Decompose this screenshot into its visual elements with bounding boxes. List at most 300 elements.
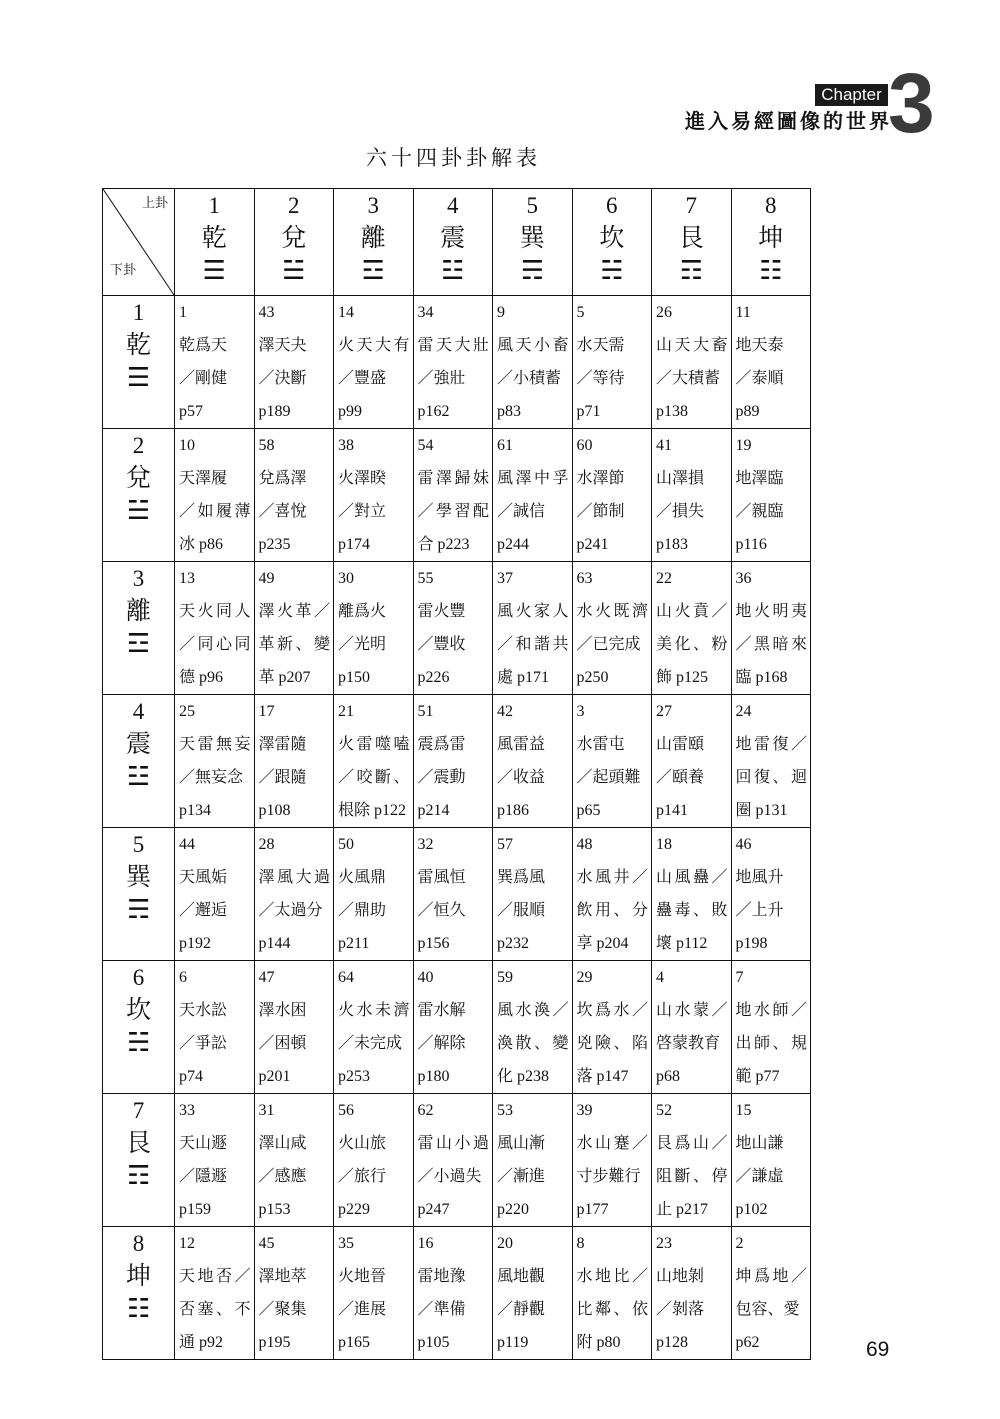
hexagram-page-line: p250: [576, 669, 609, 686]
trigram-symbol-icon: ☰: [126, 363, 151, 393]
trigram-name: 坎: [125, 997, 151, 1024]
hexagram-number: 37: [497, 570, 513, 587]
hexagram-cell: [254, 296, 334, 429]
hexagram-number: 14: [338, 304, 354, 321]
hexagram-page-line: p226: [417, 669, 450, 686]
hexagram-name-line: 地天泰: [735, 337, 784, 354]
hexagram-meaning-line: ／學習配: [417, 503, 489, 520]
trigram-name: 離: [360, 225, 386, 252]
hexagram-number: 21: [338, 703, 354, 720]
hexagram-cell: [254, 429, 334, 562]
hexagram-number: 24: [735, 703, 752, 720]
table-row: [103, 562, 811, 695]
hexagram-name-line: 天地否／: [179, 1268, 251, 1285]
hexagram-number: 56: [338, 1102, 354, 1119]
trigram-symbol-icon: ☰: [202, 256, 226, 286]
hexagram-page-line: 止 p217: [656, 1201, 709, 1218]
hexagram-number: 39: [576, 1102, 593, 1119]
hexagram-cell: [254, 961, 334, 1094]
hexagram-name-line: 風澤中孚: [497, 470, 569, 487]
hexagram-cell: [175, 695, 255, 828]
hexagram-name-line: 天水訟: [179, 1002, 228, 1019]
hexagram-cell: [254, 1227, 334, 1360]
hexagram-number: 35: [338, 1235, 354, 1252]
hexagram-cell: [493, 961, 573, 1094]
hexagram-meaning-line: ／邂逅: [179, 902, 228, 919]
hexagram-meaning-line: ／決斷: [258, 370, 307, 387]
hexagram-meaning-line: ／豐盛: [338, 370, 387, 387]
hexagram-cell: [731, 961, 811, 1094]
hexagram-number: 43: [258, 304, 275, 321]
hexagram-name-line: 雷風恒: [417, 869, 466, 886]
hexagram-meaning-line: ／強壯: [417, 370, 466, 387]
hexagram-meaning-line: ／豐收: [417, 636, 466, 653]
hexagram-meaning-line: 飲用、分: [576, 902, 648, 919]
chapter-title: 進入易經圖像的世界: [685, 111, 892, 133]
trigram-name: 坤: [758, 225, 784, 252]
hexagram-meaning-line: 美化、粉: [656, 636, 728, 653]
hexagram-name-line: 火水未濟: [338, 1002, 410, 1019]
trigram-symbol-icon: ☲: [361, 256, 385, 286]
table-row: [103, 828, 811, 961]
hexagram-page-line: p71: [576, 403, 601, 420]
trigram-name: 離: [125, 598, 151, 625]
hexagram-number: 2: [735, 1235, 744, 1252]
hexagram-name-line: 雷澤歸妹: [417, 470, 489, 487]
hexagram-page-line: p134: [179, 802, 211, 819]
hexagram-meaning-line: ／剝落: [656, 1301, 705, 1318]
hexagram-cell: [493, 828, 573, 961]
lower-trigram-header: [103, 296, 175, 429]
hexagram-meaning-line: ／小過失: [417, 1168, 482, 1185]
trigram-number: 3: [132, 566, 145, 591]
chapter-number: 3: [888, 56, 935, 150]
hexagram-cell: [334, 1094, 414, 1227]
hexagram-number: 31: [258, 1102, 275, 1119]
hexagram-name-line: 坤爲地／: [735, 1268, 807, 1285]
hexagram-page-line: p214: [417, 802, 450, 819]
trigram-symbol-icon: ☱: [282, 256, 306, 286]
trigram-symbol-icon: ☶: [126, 1161, 151, 1191]
hexagram-number: 60: [576, 437, 593, 454]
hexagram-number: 48: [576, 836, 593, 853]
hexagram-cell: [175, 1094, 255, 1227]
hexagram-cell: [413, 961, 493, 1094]
hexagram-number: 10: [179, 437, 195, 454]
hexagram-meaning-line: ／同心同: [179, 636, 251, 653]
hexagram-page-line: 圈 p131: [735, 802, 788, 819]
hexagram-name-line: 澤天夬: [258, 337, 307, 354]
hexagram-meaning-line: ／收益: [497, 769, 546, 786]
hexagram-number: 9: [497, 304, 505, 321]
hexagram-page-line: p138: [656, 403, 688, 420]
trigram-number: 1: [208, 193, 220, 218]
hexagram-number: 15: [735, 1102, 752, 1119]
trigram-symbol-icon: ☵: [600, 256, 624, 286]
trigram-symbol-icon: ☴: [126, 895, 151, 925]
hexagram-page-line: p119: [497, 1334, 529, 1351]
upper-trigram-header: [175, 189, 255, 296]
hexagram-name-line: 風地觀: [497, 1268, 546, 1285]
hexagram-cell: [572, 429, 652, 562]
hexagram-cell: [175, 961, 255, 1094]
hexagram-meaning-line: ／爭訟: [179, 1035, 228, 1052]
hexagram-cell: [731, 562, 811, 695]
upper-trigram-label: 上卦: [141, 196, 168, 211]
lower-trigram-header: [103, 429, 175, 562]
hexagram-name-line: 地火明夷: [735, 603, 807, 620]
hexagram-page-line: p235: [258, 536, 291, 553]
hexagram-page-line: 享 p204: [576, 935, 629, 952]
hexagram-cell: [493, 1094, 573, 1227]
hexagram-number: 64: [338, 969, 354, 986]
hexagram-name-line: 雷天大壯: [417, 337, 489, 354]
hexagram-name-line: 水雷屯: [576, 736, 625, 753]
hexagram-number: 28: [258, 836, 275, 853]
hexagram-meaning-line: ／起頭難: [576, 769, 641, 786]
trigram-symbol-icon: ☴: [520, 256, 544, 286]
corner-cell: [103, 189, 175, 296]
hexagram-page-line: 壞 p112: [656, 935, 708, 952]
hexagram-name-line: 風雷益: [497, 736, 546, 753]
hexagram-cell: [175, 562, 255, 695]
hexagram-cell: [254, 562, 334, 695]
trigram-symbol-icon: ☳: [441, 256, 465, 286]
hexagram-number: 58: [258, 437, 275, 454]
hexagram-number: 3: [576, 703, 585, 720]
page-number: 69: [866, 1338, 890, 1361]
hexagram-page-line: p192: [179, 935, 211, 952]
hexagram-page-line: 化 p238: [497, 1068, 550, 1085]
hexagram-name-line: 山地剝: [656, 1268, 705, 1285]
hexagram-number: 12: [179, 1235, 195, 1252]
hexagram-name-line: 地雷復／: [735, 736, 807, 753]
hexagram-name-line: 天山遯: [179, 1135, 228, 1152]
hexagram-meaning-line: ／誠信: [497, 503, 546, 520]
hexagram-cell: [413, 562, 493, 695]
hexagram-cell: [652, 695, 732, 828]
hexagram-name-line: 離爲火: [338, 603, 387, 620]
trigram-number: 6: [132, 965, 145, 990]
hexagram-name-line: 火澤睽: [338, 470, 387, 487]
hexagram-name-line: 火風鼎: [338, 869, 387, 886]
hexagram-page-line: p68: [656, 1068, 680, 1085]
hexagram-name-line: 澤山咸: [258, 1135, 307, 1152]
hexagram-meaning-line: ／對立: [338, 503, 387, 520]
hexagram-page-line: p153: [258, 1201, 291, 1218]
table-row: [103, 429, 811, 562]
hexagram-cell: [413, 296, 493, 429]
hexagram-name-line: 天火同人: [179, 603, 251, 620]
hexagram-number: 61: [497, 437, 513, 454]
hexagram-number: 17: [258, 703, 275, 720]
hexagram-page-line: p244: [497, 536, 529, 553]
hexagram-page-line: 通 p92: [179, 1334, 224, 1351]
hexagram-cell: [493, 1227, 573, 1360]
lower-trigram-header: [103, 1094, 175, 1227]
hexagram-cell: [334, 429, 414, 562]
trigram-name: 乾: [201, 225, 227, 252]
hexagram-page-line: p144: [258, 935, 291, 952]
hexagram-cell: [731, 828, 811, 961]
hexagram-page-line: p83: [497, 403, 521, 420]
trigram-name: 乾: [125, 332, 151, 359]
hexagram-number: 54: [417, 437, 434, 454]
hexagram-page-line: p247: [417, 1201, 450, 1218]
hexagram-page-line: 處 p171: [497, 669, 550, 686]
trigram-name: 坎: [599, 225, 625, 252]
trigram-symbol-icon: ☲: [126, 629, 151, 659]
hexagram-meaning-line: ／震動: [417, 769, 466, 786]
hexagram-cell: [652, 961, 732, 1094]
trigram-name: 震: [440, 225, 466, 252]
hexagram-cell: [175, 828, 255, 961]
hexagram-cell: [334, 828, 414, 961]
hexagram-page-line: p241: [576, 536, 609, 553]
trigram-symbol-icon: ☱: [126, 496, 151, 526]
table-title: 六十四卦卦解表: [366, 146, 541, 170]
upper-trigram-header: [731, 189, 811, 296]
hexagram-name-line: 山雷頤: [656, 736, 705, 753]
hexagram-number: 25: [179, 703, 195, 720]
hexagram-meaning-line: ／跟隨: [258, 769, 307, 786]
hexagram-meaning-line: 出師、規: [735, 1035, 807, 1052]
hexagram-meaning-line: ／頤養: [656, 769, 705, 786]
hexagram-number: 16: [417, 1235, 434, 1252]
hexagram-cell: [652, 1227, 732, 1360]
hexagram-number: 34: [417, 304, 434, 321]
hexagram-page-line: p65: [576, 802, 601, 819]
hexagram-name-line: 乾爲天: [179, 337, 228, 354]
chapter-label: Chapter: [815, 84, 888, 106]
upper-trigram-header: [572, 189, 652, 296]
hexagram-page-line: p220: [497, 1201, 529, 1218]
hexagram-meaning-line: 寸步難行: [576, 1168, 641, 1185]
hexagram-cell: [493, 296, 573, 429]
hexagram-name-line: 水山蹇／: [576, 1135, 648, 1152]
hexagram-cell: [731, 695, 811, 828]
table-row: [103, 695, 811, 828]
trigram-symbol-icon: ☵: [126, 1028, 151, 1058]
hexagram-name-line: 兌爲澤: [258, 470, 307, 487]
hexagram-page-line: p211: [338, 935, 370, 952]
hexagram-page-line: p62: [735, 1334, 760, 1351]
hexagram-cell: [731, 429, 811, 562]
hexagram-number: 42: [497, 703, 513, 720]
hexagram-number: 22: [656, 570, 672, 587]
hexagram-page-line: p232: [497, 935, 529, 952]
hexagram-meaning-line: ／進展: [338, 1301, 387, 1318]
hexagram-cell: [652, 1094, 732, 1227]
hexagram-cell: [652, 296, 732, 429]
hexagram-cell: [413, 828, 493, 961]
hexagram-page-line: p189: [258, 403, 291, 420]
hexagram-page-line: p186: [497, 802, 529, 819]
trigram-name: 兌: [125, 465, 151, 492]
hexagram-meaning-line: ／黑暗來: [735, 636, 807, 653]
hexagram-cell: [572, 828, 652, 961]
hexagram-meaning-line: ／上升: [735, 902, 784, 919]
hexagram-meaning-line: ／準備: [417, 1301, 466, 1318]
hexagram-name-line: 風水渙／: [497, 1002, 569, 1019]
hexagram-meaning-line: 兇險、陷: [576, 1035, 648, 1052]
hexagram-number: 6: [179, 969, 187, 986]
hexagram-number: 32: [417, 836, 434, 853]
hexagram-page-line: p57: [179, 403, 203, 420]
hexagram-name-line: 雷山小過: [417, 1135, 489, 1152]
hexagram-page-line: p116: [735, 536, 767, 553]
hexagram-number: 23: [656, 1235, 672, 1252]
hexagram-page-line: 德 p96: [179, 669, 224, 686]
table-row: [103, 961, 811, 1094]
trigram-number: 3: [367, 193, 379, 218]
hexagram-name-line: 澤火革／: [258, 603, 330, 620]
hexagram-meaning-line: ／光明: [338, 636, 387, 653]
lower-trigram-label: 下卦: [110, 263, 137, 278]
hexagram-name-line: 澤風大過: [258, 869, 330, 886]
hexagram-meaning-line: ／節制: [576, 503, 625, 520]
trigram-name: 艮: [125, 1130, 151, 1157]
upper-trigram-header: [254, 189, 334, 296]
hexagram-number: 18: [656, 836, 672, 853]
hexagram-meaning-line: ／損失: [656, 503, 705, 520]
hexagram-name-line: 澤雷隨: [258, 736, 307, 753]
hexagram-number: 11: [735, 304, 751, 321]
hexagram-name-line: 水火既濟: [576, 603, 648, 620]
hexagram-meaning-line: ／和諧共: [497, 636, 569, 653]
hexagram-cell: [254, 695, 334, 828]
hexagram-name-line: 水天需: [576, 337, 625, 354]
hexagram-number: 47: [258, 969, 275, 986]
hexagram-meaning-line: ／未完成: [338, 1035, 403, 1052]
hexagram-cell: [334, 961, 414, 1094]
hexagram-number: 1: [179, 304, 187, 321]
hexagram-page-line: p159: [179, 1201, 211, 1218]
trigram-symbol-icon: ☶: [679, 256, 703, 286]
hexagram-meaning-line: ／困頓: [258, 1035, 307, 1052]
hexagram-name-line: 天風姤: [179, 869, 228, 886]
hexagram-meaning-line: ／已完成: [576, 636, 641, 653]
lower-trigram-header: [103, 1227, 175, 1360]
upper-trigram-header: [334, 189, 414, 296]
hexagram-page-line: p108: [258, 802, 291, 819]
hexagram-number: 44: [179, 836, 195, 853]
hexagram-number: 26: [656, 304, 672, 321]
hexagram-meaning-line: ／剛健: [179, 370, 228, 387]
hexagram-name-line: 澤水困: [258, 1002, 307, 1019]
hexagram-number: 36: [735, 570, 752, 587]
trigram-number: 1: [132, 300, 145, 325]
hexagram-meaning-line: 蠱毒、敗: [656, 902, 728, 919]
trigram-number: 2: [288, 193, 300, 218]
hexagram-name-line: 地澤臨: [735, 470, 784, 487]
hexagram-page-line: p183: [656, 536, 688, 553]
hexagram-number: 7: [735, 969, 744, 986]
hexagram-meaning-line: ／如履薄: [179, 503, 251, 520]
hexagram-name-line: 地風升: [735, 869, 784, 886]
hexagram-number: 63: [576, 570, 593, 587]
hexagram-meaning-line: ／聚集: [258, 1301, 307, 1318]
hexagram-name-line: 震爲雷: [417, 736, 466, 753]
hexagram-number: 52: [656, 1102, 672, 1119]
trigram-number: 4: [447, 193, 459, 218]
hexagram-meaning-line: 回復、迴: [735, 769, 807, 786]
trigram-name: 兌: [281, 225, 307, 252]
hexagram-page-line: p102: [735, 1201, 768, 1218]
lower-trigram-header: [103, 695, 175, 828]
table-row: [103, 1227, 811, 1360]
hexagram-page-line: p99: [338, 403, 362, 420]
hexagram-meaning-line: 否塞、不: [179, 1301, 251, 1318]
hexagram-meaning-line: ／親臨: [735, 503, 784, 520]
hexagram-meaning-line: ／小積蓄: [497, 370, 562, 387]
hexagram-page-line: 附 p80: [576, 1334, 621, 1351]
hexagram-page-line: p253: [338, 1068, 370, 1085]
hexagram-name-line: 火地晉: [338, 1268, 387, 1285]
hexagram-name-line: 山水蒙／: [656, 1002, 728, 1019]
trigram-symbol-icon: ☷: [126, 1294, 151, 1324]
hexagram-meaning-line: ／感應: [258, 1168, 307, 1185]
trigram-symbol-icon: ☷: [759, 256, 783, 286]
hexagram-number: 29: [576, 969, 593, 986]
hexagram-meaning-line: 比鄰、依: [576, 1301, 648, 1318]
hexagram-cell: [652, 828, 732, 961]
hexagram-page-line: p162: [417, 403, 450, 420]
hexagram-number: 57: [497, 836, 513, 853]
lower-trigram-header: [103, 828, 175, 961]
hexagram-page-line: 根除 p122: [338, 802, 407, 819]
hexagram-number: 4: [656, 969, 664, 986]
hexagram-meaning-line: ／大積蓄: [656, 370, 721, 387]
hexagram-cell: [334, 296, 414, 429]
hexagram-number: 50: [338, 836, 354, 853]
hexagram-name-line: 雷水解: [417, 1002, 466, 1019]
hexagram-page-line: p141: [656, 802, 688, 819]
hexagram-cell: [572, 562, 652, 695]
hexagram-number: 41: [656, 437, 672, 454]
trigram-name: 艮: [678, 225, 704, 252]
table-row: [103, 296, 811, 429]
hexagram-page-line: 冰 p86: [179, 536, 224, 553]
hexagram-number: 19: [735, 437, 752, 454]
hexagram-name-line: 天雷無妄: [179, 736, 251, 753]
hexagram-name-line: 火山旅: [338, 1135, 387, 1152]
hexagram-name-line: 天澤履: [179, 470, 228, 487]
hexagram-page-line: p174: [338, 536, 370, 553]
hexagram-cell: [572, 695, 652, 828]
hexagram-cell: [334, 1227, 414, 1360]
hexagram-number: 51: [417, 703, 434, 720]
trigram-number: 8: [765, 193, 777, 218]
hexagram-name-line: 地山謙: [735, 1135, 784, 1152]
hexagram-meaning-line: ／謙虛: [735, 1168, 784, 1185]
hexagram-meaning-line: ／無妄念: [179, 769, 244, 786]
hexagram-number: 20: [497, 1235, 513, 1252]
hexagram-page-line: p74: [179, 1068, 203, 1085]
hexagram-meaning-line: 渙散、變: [497, 1035, 569, 1052]
hexagram-meaning-line: ／靜觀: [497, 1301, 546, 1318]
hexagram-page-line: p201: [258, 1068, 291, 1085]
hexagram-page-line: p180: [417, 1068, 450, 1085]
hexagram-name-line: 水澤節: [576, 470, 625, 487]
hexagram-meaning-line: ／隱遯: [179, 1168, 228, 1185]
hexagram-page-line: p128: [656, 1334, 688, 1351]
hexagram-cell: [334, 562, 414, 695]
hexagram-cell: [413, 1227, 493, 1360]
hexagram-page-line: p229: [338, 1201, 370, 1218]
hexagram-cell: [175, 296, 255, 429]
hexagram-meaning-line: ／解除: [417, 1035, 466, 1052]
